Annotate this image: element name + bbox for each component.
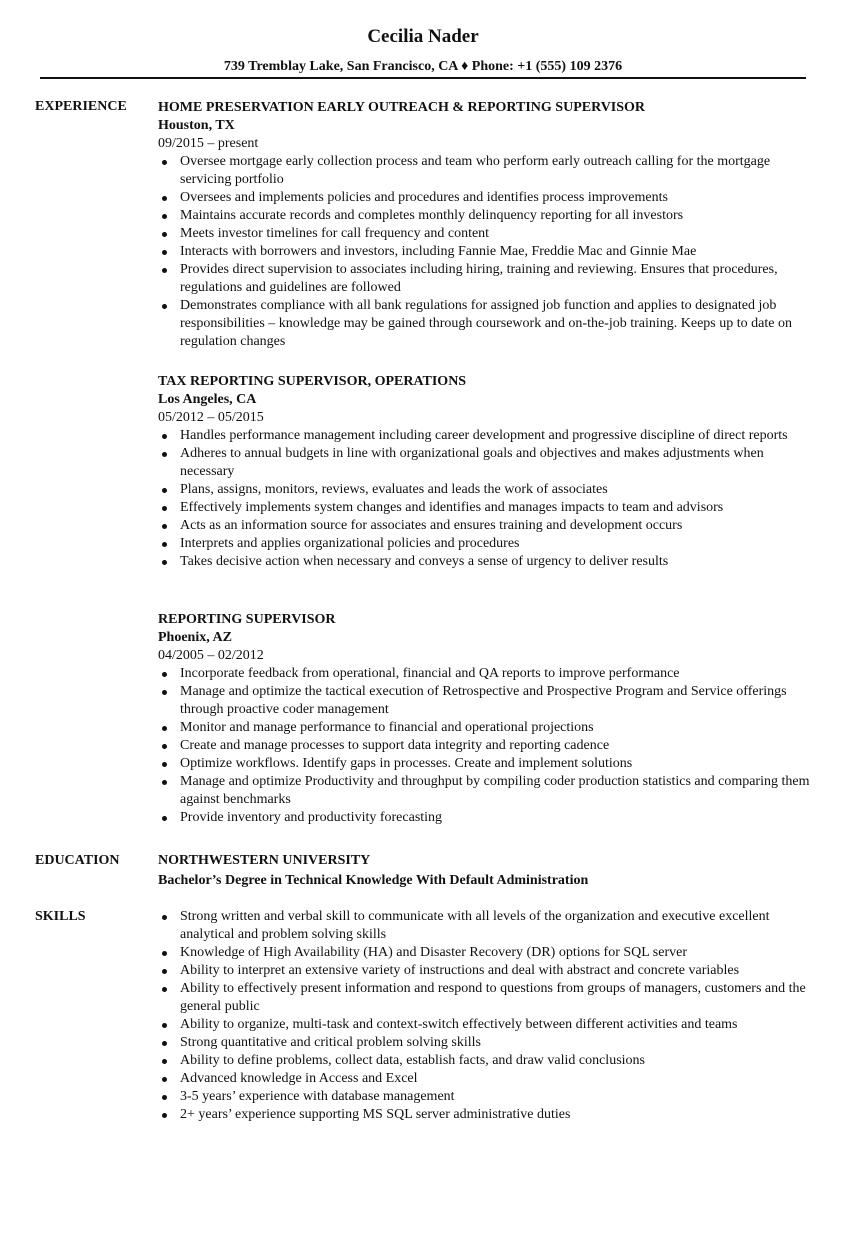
bullet-text: Manage and optimize the tactical execution of Retrospective and Prospective Program and Service offerings through proactive coder management [180,684,787,717]
job-dates: 05/2012 – 05/2015 [158,410,264,425]
list-item [158,1034,818,1052]
bullet-icon [162,816,167,821]
bullet-text: Acts as an information source for associates and ensures training and development occurs [180,518,683,533]
skill-text: Strong written and verbal skill to communicate with all levels of the organization and executive excellent analytical and problem solving skills [180,909,770,942]
bullet-icon [162,1041,167,1046]
bullet-icon [162,762,167,767]
bullet-text: Demonstrates compliance with all bank regulations for assigned job function and applies to designated job responsibilities – knowledge may be gained through coursework and on-the-job training. Keeps up to date on regulation changes [180,298,792,349]
list-item [158,553,818,571]
skill-text: Ability to interpret an extensive variety of instructions and deal with abstract and concrete variables [180,963,740,978]
bullet-text: Incorporate feedback from operational, financial and QA reports to improve performance [180,666,680,681]
list-item [158,755,818,773]
bullet-icon [162,951,167,956]
bullet-icon [162,214,167,219]
skill-text: Strong quantitative and critical problem solving skills [180,1035,481,1050]
bullet-icon [162,196,167,201]
job-entry-2 [158,373,818,571]
bullet-icon [162,726,167,731]
list-item [158,535,818,553]
job-location: Houston, TX [158,118,235,133]
education-heading: EDUCATION [35,853,120,868]
list-item [158,481,818,499]
list-item [158,243,818,261]
skills-bullet-list [158,908,818,1124]
bullet-icon [162,488,167,493]
job-bullet-list [158,153,818,351]
skill-text: Ability to effectively present information and respond to questions from groups of managers, customers and the general public [180,981,806,1014]
bullet-icon [162,268,167,273]
bullet-icon [162,969,167,974]
bullet-icon [162,560,167,565]
job-location: Phoenix, AZ [158,630,232,645]
bullet-text: Provide inventory and productivity forecasting [180,810,443,825]
bullet-icon [162,1113,167,1118]
bullet-text: Interprets and applies organizational policies and procedures [180,536,520,551]
education-entry [158,852,818,890]
bullet-text: Meets investor timelines for call frequency and content [180,226,490,241]
bullet-text: Manage and optimize Productivity and throughput by compiling coder production statistics and comparing them against benchmarks [180,774,810,807]
job-title: HOME PRESERVATION EARLY OUTREACH & REPORTING SUPERVISOR [158,100,646,115]
bullet-text: Interacts with borrowers and investors, including Fannie Mae, Freddie Mac and Ginnie Mae [180,244,697,259]
job-dates: 04/2005 – 02/2012 [158,648,264,663]
skill-text: Advanced knowledge in Access and Excel [180,1071,418,1086]
list-item [158,297,818,351]
job-bullet-list [158,665,818,827]
list-item [158,665,818,683]
job-bullet-list [158,427,818,571]
bullet-icon [162,1059,167,1064]
job-dates: 09/2015 – present [158,136,259,151]
skills-heading: SKILLS [35,909,86,924]
bullet-icon [162,987,167,992]
header-divider [40,77,806,79]
list-item [158,980,818,1016]
bullet-icon [162,542,167,547]
bullet-text: Adheres to annual budgets in line with organizational goals and objectives and makes adjustments when necessary [180,446,764,479]
list-item [158,683,818,719]
list-item [158,207,818,225]
job-location: Los Angeles, CA [158,392,257,407]
bullet-icon [162,452,167,457]
bullet-text: Takes decisive action when necessary and conveys a sense of urgency to deliver results [180,554,669,569]
list-item [158,962,818,980]
bullet-text: Optimize workflows. Identify gaps in processes. Create and implement solutions [180,756,633,771]
bullet-text: Provides direct supervision to associates including hiring, training and reviewing. Ensures that procedures, regulations and guidelines are followed [180,262,778,295]
bullet-text: Oversee mortgage early collection process and team who perform early outreach calling for the mortgage servicing portfolio [180,154,771,187]
bullet-icon [162,304,167,309]
list-item [158,773,818,809]
bullet-icon [162,690,167,695]
list-item [158,1052,818,1070]
list-item [158,261,818,297]
bullet-icon [162,780,167,785]
bullet-icon [162,1023,167,1028]
bullet-icon [162,744,167,749]
list-item [158,1070,818,1088]
list-item [158,719,818,737]
bullet-text: Plans, assigns, monitors, reviews, evaluates and leads the work of associates [180,482,608,497]
list-item [158,189,818,207]
candidate-name: Cecilia Nader [367,26,479,47]
list-item [158,517,818,535]
bullet-icon [162,506,167,511]
list-item [158,944,818,962]
bullet-icon [162,524,167,529]
list-item [158,1016,818,1034]
bullet-text: Monitor and manage performance to financial and operational projections [180,720,594,735]
bullet-text: Maintains accurate records and completes monthly delinquency reporting for all investors [180,208,684,223]
school-name: NORTHWESTERN UNIVERSITY [158,853,371,868]
skill-text: Ability to define problems, collect data, establish facts, and draw valid conclusions [180,1053,645,1068]
contact-line: 739 Tremblay Lake, San Francisco, CA ♦ Phone: +1 (555) 109 2376 [223,59,623,74]
bullet-icon [162,1095,167,1100]
skill-text: Ability to organize, multi-task and context-switch effectively between different activities and teams [180,1017,738,1032]
degree-name: Bachelor’s Degree in Technical Knowledge With Default Administration [158,873,589,888]
list-item [158,225,818,243]
list-item [158,809,818,827]
bullet-text: Effectively implements system changes and identifies and manages impacts to team and advisors [180,500,724,515]
bullet-icon [162,672,167,677]
bullet-icon [162,232,167,237]
bullet-icon [162,1077,167,1082]
list-item [158,908,818,944]
list-item [158,153,818,189]
skill-text: 2+ years’ experience supporting MS SQL server administrative duties [180,1107,571,1122]
list-item [158,1088,818,1106]
skill-text: 3-5 years’ experience with database management [180,1089,455,1104]
bullet-icon [162,250,167,255]
list-item [158,427,818,445]
experience-heading: EXPERIENCE [35,99,127,114]
list-item [158,737,818,755]
bullet-icon [162,434,167,439]
bullet-icon [162,915,167,920]
job-entry-1 [158,99,818,351]
job-title: REPORTING SUPERVISOR [158,612,336,627]
bullet-text: Handles performance management including career development and progressive discipline of direct reports [180,428,788,443]
list-item [158,445,818,481]
job-title: TAX REPORTING SUPERVISOR, OPERATIONS [158,374,467,389]
bullet-text: Create and manage processes to support data integrity and reporting cadence [180,738,610,753]
skill-text: Knowledge of High Availability (HA) and Disaster Recovery (DR) options for SQL server [180,945,687,960]
list-item [158,499,818,517]
bullet-text: Oversees and implements policies and procedures and identifies process improvements [180,190,668,205]
skills-entry [158,908,818,1124]
list-item [158,1106,818,1124]
bullet-icon [162,160,167,165]
job-entry-3 [158,611,818,827]
